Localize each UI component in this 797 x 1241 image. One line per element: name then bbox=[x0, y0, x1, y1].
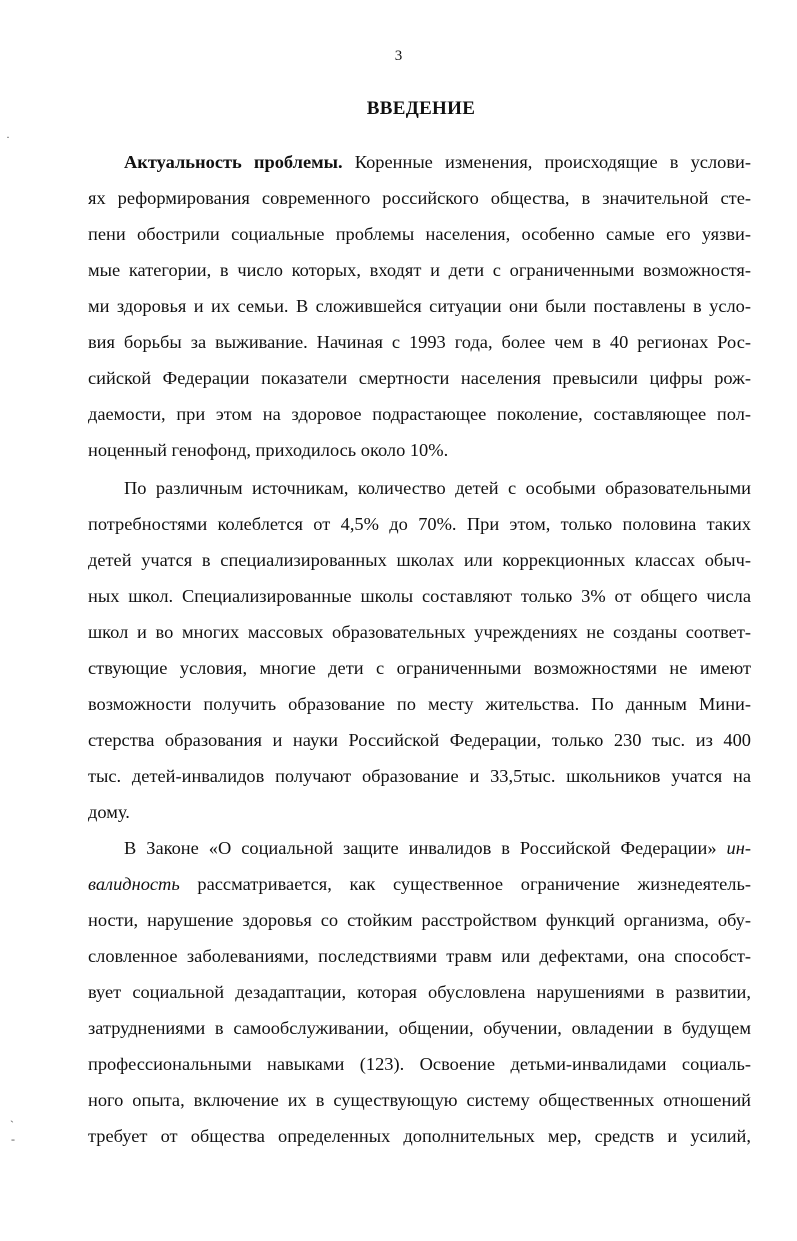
paragraph-line: ного опыта, включение их в существующую систему общественных отношений bbox=[88, 1090, 751, 1110]
paragraph-line: стерства образования и науки Российской Федерации, только 230 тыс. из 400 bbox=[88, 730, 751, 750]
paragraph-line: потребностями колеблется от 4,5% до 70%. При этом, только половина таких bbox=[88, 514, 751, 534]
paragraph-line: вия борьбы за выживание. Начиная с 1993 года, более чем в 40 регионах Рос- bbox=[88, 332, 751, 352]
paragraph-line: детей учатся в специализированных школах или коррекционных классах обыч- bbox=[88, 550, 751, 570]
page-title: ВВЕДЕНИЕ bbox=[366, 98, 476, 119]
paragraph-line: Актуальность проблемы. Коренные изменения, происходящие в услови- bbox=[124, 152, 751, 172]
paragraph-line: валидность рассматривается, как существенное ограничение жизнедеятель- bbox=[88, 874, 751, 894]
paragraph-line: дому. bbox=[88, 802, 130, 822]
paragraph-line: пени обострили социальные проблемы населения, особенно самые его уязви- bbox=[88, 224, 751, 244]
paragraph-line: возможности получить образование по месту жительства. По данным Мини- bbox=[88, 694, 751, 714]
scan-mark: ` bbox=[10, 1118, 14, 1132]
paragraph-line: По различным источникам, количество детей с особыми образовательными bbox=[124, 478, 751, 498]
paragraph-line: вует социальной дезадаптации, которая обусловлена нарушениями в развитии, bbox=[88, 982, 751, 1002]
italic-term: валидность bbox=[88, 874, 180, 894]
paragraph-line: сийской Федерации показатели смертности населения превысили цифры рож- bbox=[88, 368, 751, 388]
paragraph-line: мые категории, в число которых, входят и дети с ограниченными возможностя- bbox=[88, 260, 751, 280]
paragraph-line: ноценный генофонд, приходилось около 10%. bbox=[88, 440, 449, 460]
paragraph-line: даемости, при этом на здоровое подрастающее поколение, составляющее пол- bbox=[88, 404, 751, 424]
paragraph-line: ях реформирования современного российского общества, в значительной сте- bbox=[88, 188, 751, 208]
paragraph-line: профессиональными навыками (123). Освоение детьми-инвалидами социаль- bbox=[88, 1054, 751, 1074]
scan-mark: · bbox=[6, 130, 10, 144]
lead-term: Актуальность проблемы. bbox=[124, 152, 343, 172]
paragraph-line: затруднениями в самообслуживании, общении, обучении, овладении в будущем bbox=[88, 1018, 751, 1038]
paragraph-line: ми здоровья и их семьи. В сложившейся ситуации они были поставлены в усло- bbox=[88, 296, 751, 316]
page-number: 3 bbox=[394, 48, 403, 64]
paragraph-line: ствующие условия, многие дети с ограниченными возможностями не имеют bbox=[88, 658, 751, 678]
paragraph-line: школ и во многих массовых образовательных учреждениях не созданы соответ- bbox=[88, 622, 751, 642]
paragraph-line: словленное заболеваниями, последствиями травм или дефектами, она способст- bbox=[88, 946, 751, 966]
paragraph-line: требует от общества определенных дополнительных мер, средств и усилий, bbox=[88, 1126, 751, 1146]
scan-mark: - bbox=[11, 1132, 15, 1146]
paragraph-line: тыс. детей-инвалидов получают образование и 33,5тыс. школьников учатся на bbox=[88, 766, 751, 786]
paragraph-line: В Законе «О социальной защите инвалидов в Российской Федерации» ин- bbox=[124, 838, 751, 858]
italic-term: ин- bbox=[726, 838, 751, 858]
paragraph-line: ности, нарушение здоровья со стойким расстройством функций организма, обу- bbox=[88, 910, 751, 930]
paragraph-line: ных школ. Специализированные школы составляют только 3% от общего числа bbox=[88, 586, 751, 606]
